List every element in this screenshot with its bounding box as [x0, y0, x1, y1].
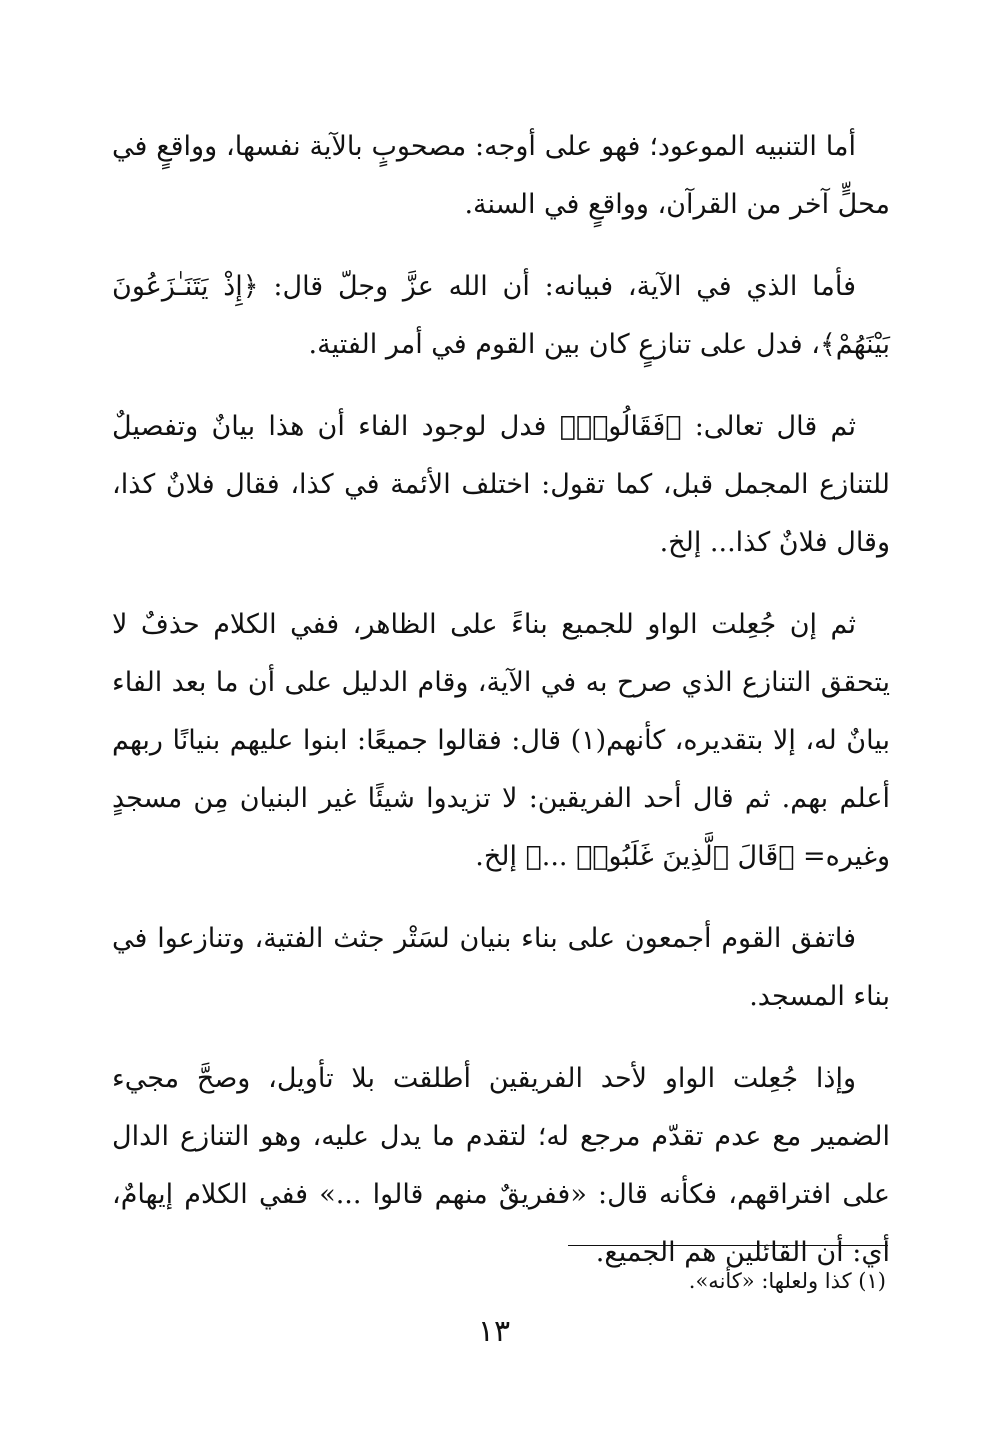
paragraph-3: ثم قال تعالى: ﴿فَقَالُوا۟﴾ فدل لوجود الفاء أن هذا بيانٌ وتفصيلٌ للتنازع المجمل قبل، كما تقول: اختلف الأئمة في كذا، فقال فلانٌ كذا، وقال فلانٌ كذا... إلخ.	[112, 411, 890, 558]
paragraph-1: أما التنبيه الموعود؛ فهو على أوجه: مصحوبٍ بالآية نفسها، وواقعٍ في محلٍّ آخر من القرآن، وواقعٍ في السنة.	[112, 131, 890, 220]
paragraph-2: فأما الذي في الآية، فبيانه: أن الله عزَّ وجلّ قال: ﴿إِذْ يَتَنَـٰزَعُونَ بَيْنَهُمْ﴾، فدل على تنازعٍ كان بين القوم في أمر الفتية.	[112, 271, 890, 360]
footnote-divider	[568, 1245, 888, 1246]
main-text	[112, 118, 890, 1282]
paragraph-4: ثم إن جُعِلت الواو للجميع بناءً على الظاهر، ففي الكلام حذفٌ لا يتحقق التنازع الذي صرح به في الآية، وقام الدليل على أن ما بعد الفاء بيانٌ له، إلا بتقديره، كأنهم(١) قال: فقالوا جميعًا: ابنوا عليهم بنيانًا ربهم أعلم بهم. ثم قال أحد الفريقين: لا تزيدوا شيئًا غير البنيان مِن مسجدٍ وغيره= ﴿قَالَ ٱلَّذِينَ غَلَبُوا۟ ...﴾ إلخ.	[112, 609, 890, 872]
paragraph-6: وإذا جُعِلت الواو لأحد الفريقين أطلقت بلا تأويل، وصحَّ مجيء الضمير مع عدم تقدّم مرجع له؛ لتقدم ما يدل عليه، وهو التنازع الدال على افتراقهم، فكأنه قال: «ففريقٌ منهم قالوا ...» ففي الكلام إيهامٌ، أي: أن القائلين هم الجميع.	[112, 1063, 890, 1268]
paragraph-5: فاتفق القوم أجمعون على بناء بنيان لسَتْر جثث الفتية، وتنازعوا في بناء المسجد.	[112, 923, 890, 1012]
page-number: ١٣	[477, 1314, 511, 1349]
footnote: (١) كذا ولعلها: «كأنه».	[688, 1269, 886, 1293]
